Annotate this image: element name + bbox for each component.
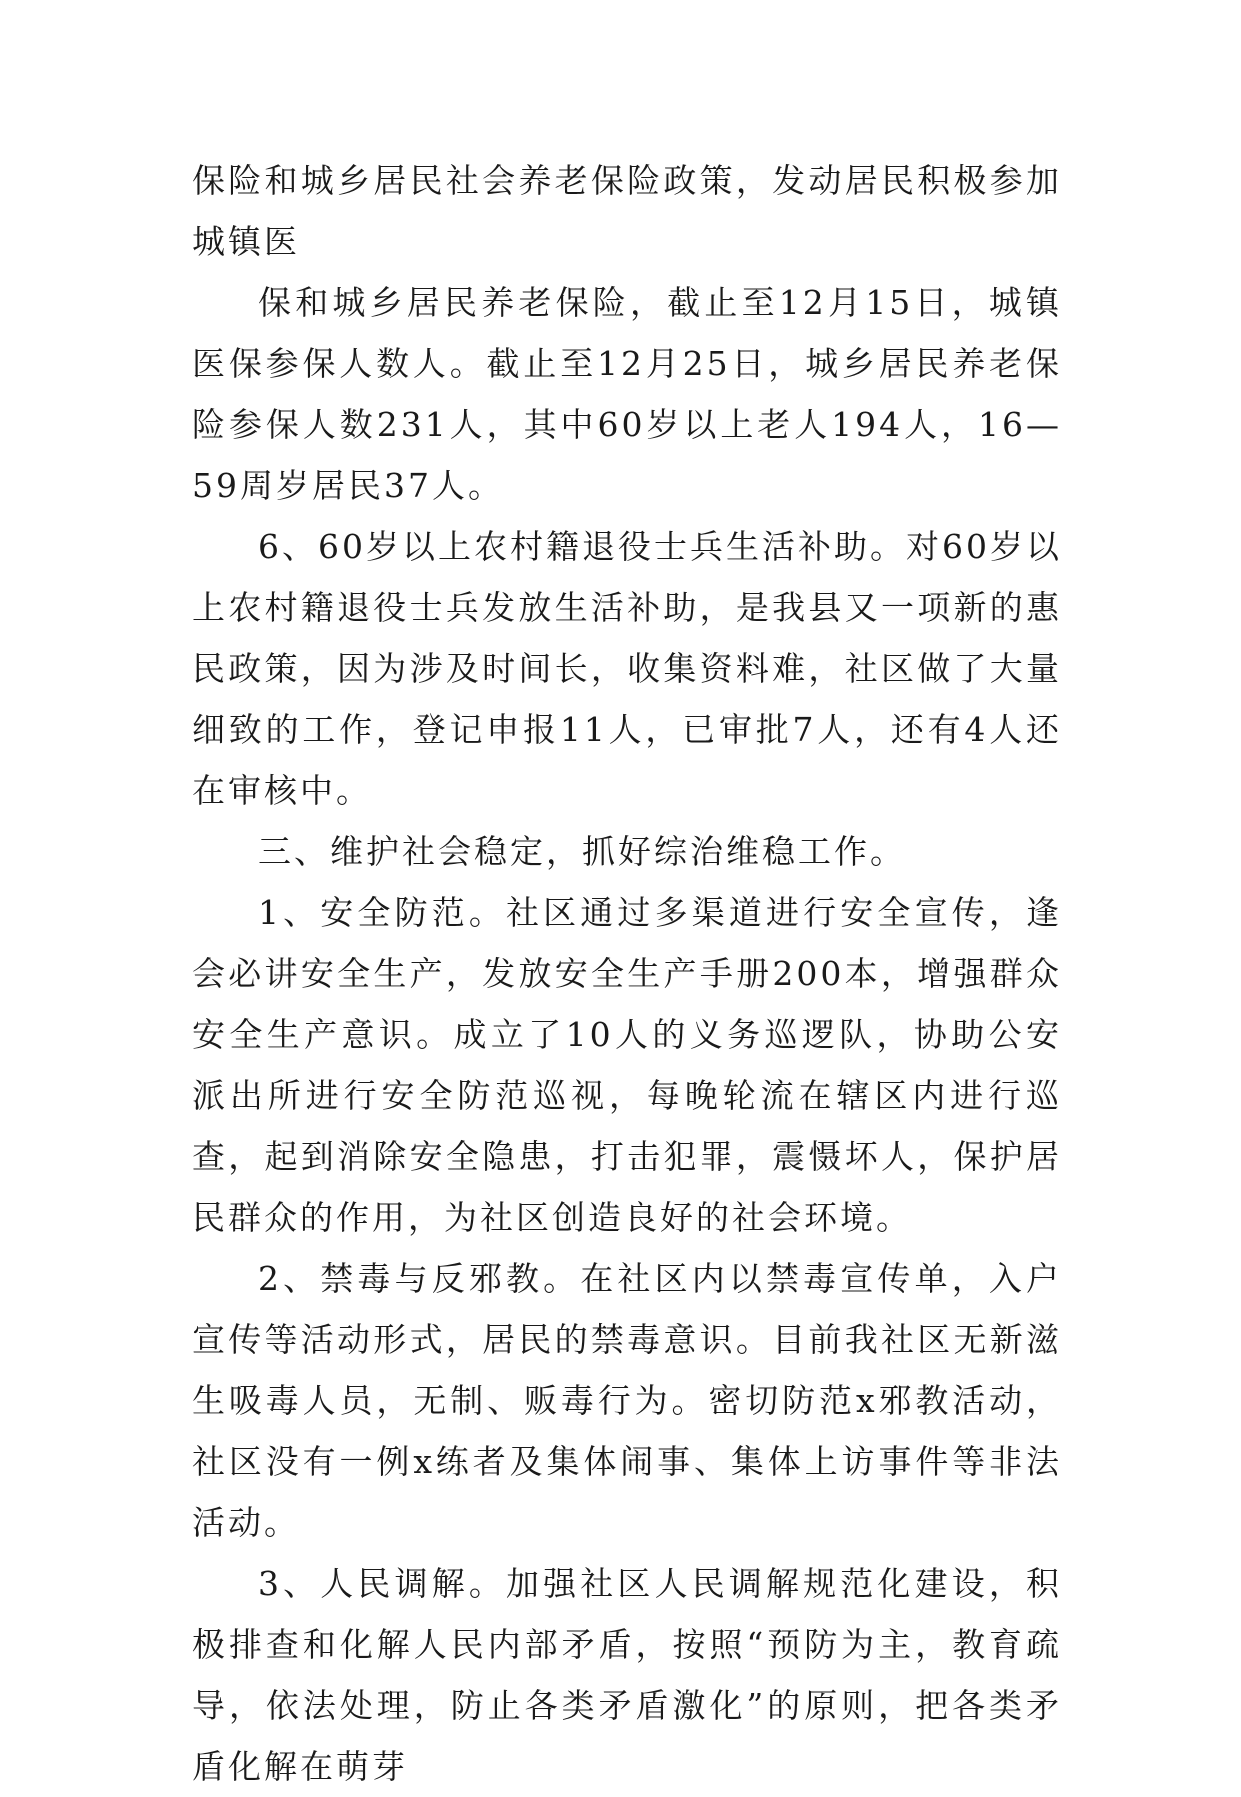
paragraph-safety-prevention: 1、安全防范。社区通过多渠道进行安全宣传，逢会必讲安全生产，发放安全生产手册200本，增强群众安全生产意识。成立了10人的义务巡逻队，协助公安派出所进行安全防范巡视，每晚轮流在辖区内进行巡查，起到消除安全隐患，打击犯罪，震慑坏人，保护居民群众的作用，为社区创造良好的社会环境。 <box>192 893 1062 1237</box>
paragraph-people-mediation: 3、人民调解。加强社区人民调解规范化建设，积极排查和化解人民内部矛盾，按照“预防为主，教育疏导，依法处理，防止各类矛盾激化”的原则，把各类矛盾化解在萌芽 <box>192 1564 1062 1786</box>
document-page <box>192 150 1062 1797</box>
paragraph-anti-drug-anti-cult: 2、禁毒与反邪教。在社区内以禁毒宣传单，入户宣传等活动形式，居民的禁毒意识。目前我社区无新滋生吸毒人员，无制、贩毒行为。密切防范x邪教活动，社区没有一例x练者及集体闹事、集体上访事件等非法活动。 <box>192 1259 1062 1542</box>
paragraph-insurance-policy-fragment: 保险和城乡居民社会养老保险政策，发动居民积极参加城镇医 <box>192 161 1062 261</box>
paragraph-insurance-enrollment: 保和城乡居民养老保险，截止至12月15日，城镇医保参保人数人。截止至12月25日，城乡居民养老保险参保人数231人，其中60岁以上老人194人，16—59周岁居民37人。 <box>192 283 1062 505</box>
section-heading-social-stability: 三、维护社会稳定，抓好综治维稳工作。 <box>258 832 906 871</box>
paragraph-veteran-subsidy: 6、60岁以上农村籍退役士兵生活补助。对60岁以上农村籍退役士兵发放生活补助，是我县又一项新的惠民政策，因为涉及时间长，收集资料难，社区做了大量细致的工作，登记申报11人，已审批7人，还有4人还在审核中。 <box>192 527 1062 810</box>
